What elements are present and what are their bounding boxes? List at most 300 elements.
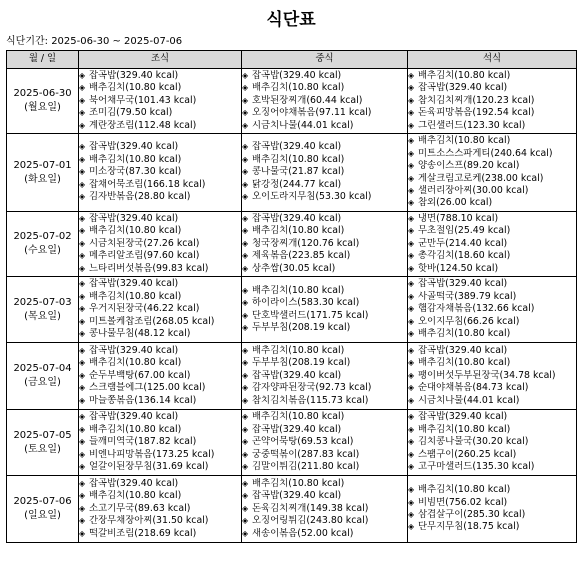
diamond-bullet-icon: ◈ xyxy=(408,412,415,422)
dish-item xyxy=(242,107,407,119)
dish-item xyxy=(242,528,407,540)
diamond-bullet-icon: ◈ xyxy=(79,108,86,118)
diamond-bullet-icon: ◈ xyxy=(408,213,415,223)
dish-item xyxy=(242,70,407,82)
date-label: 2025-07-05 xyxy=(13,429,72,441)
dish-name: 냉면(788.10 kcal) xyxy=(418,212,499,224)
dish-item xyxy=(408,107,576,119)
day-row xyxy=(7,343,577,410)
dish-item xyxy=(79,291,241,303)
dish-name: 그린샐러드(123.30 kcal) xyxy=(418,119,526,131)
diamond-bullet-icon: ◈ xyxy=(408,108,415,118)
dinner-cell xyxy=(408,476,577,543)
dish-name: 고구마샐러드(135.30 kcal) xyxy=(418,461,535,473)
diamond-bullet-icon: ◈ xyxy=(242,358,249,368)
diamond-bullet-icon: ◈ xyxy=(79,412,86,422)
dish-name: 배추김치(10.80 kcal) xyxy=(252,344,345,356)
diamond-bullet-icon: ◈ xyxy=(408,198,415,208)
dish-name: 잡곡밥(329.40 kcal) xyxy=(252,490,342,502)
dish-item xyxy=(408,395,576,407)
diamond-bullet-icon: ◈ xyxy=(242,179,249,189)
dish-name: 김말이튀김(211.80 kcal) xyxy=(252,461,360,473)
dish-name: 비빔면(756.02 kcal) xyxy=(418,496,508,508)
breakfast-cell xyxy=(79,134,242,212)
dish-item xyxy=(79,316,241,328)
dish-item xyxy=(79,449,241,461)
dish-name: 스팸구이(260.25 kcal) xyxy=(418,448,517,460)
dish-name: 배추김치(10.80 kcal) xyxy=(89,423,182,435)
dish-item xyxy=(79,179,241,191)
dish-item xyxy=(242,424,407,436)
diamond-bullet-icon: ◈ xyxy=(79,279,86,289)
dish-name: 배추김치(10.80 kcal) xyxy=(252,477,345,489)
dish-item xyxy=(242,285,407,297)
date-cell xyxy=(7,69,79,134)
dish-item xyxy=(408,461,576,473)
dish-item xyxy=(79,345,241,357)
diamond-bullet-icon: ◈ xyxy=(408,424,415,434)
dish-item xyxy=(408,449,576,461)
dish-item xyxy=(408,263,576,275)
diamond-bullet-icon: ◈ xyxy=(242,83,249,93)
dish-item xyxy=(79,303,241,315)
diamond-bullet-icon: ◈ xyxy=(408,136,415,146)
dish-item xyxy=(242,154,407,166)
meal-table xyxy=(6,50,577,543)
date-label: 2025-07-04 xyxy=(13,363,72,374)
diamond-bullet-icon: ◈ xyxy=(79,120,86,130)
diamond-bullet-icon: ◈ xyxy=(242,167,249,177)
dish-item xyxy=(79,382,241,394)
dish-name: 콩나물국(21.87 kcal) xyxy=(252,166,345,178)
dish-name: 순두부백탕(67.00 kcal) xyxy=(89,369,191,381)
diamond-bullet-icon: ◈ xyxy=(242,345,249,355)
dinner-cell xyxy=(408,212,577,277)
diamond-bullet-icon: ◈ xyxy=(242,192,249,202)
dish-name: 계란장조림(112.48 kcal) xyxy=(89,119,197,131)
diamond-bullet-icon: ◈ xyxy=(79,329,86,339)
dish-name: 하이라이스(583.30 kcal) xyxy=(252,297,360,309)
diamond-bullet-icon: ◈ xyxy=(408,226,415,236)
diamond-bullet-icon: ◈ xyxy=(79,291,86,301)
diamond-bullet-icon: ◈ xyxy=(242,516,249,526)
dish-name: 샐러리장아찌(30.00 kcal) xyxy=(418,184,529,196)
date-cell xyxy=(7,410,79,476)
diamond-bullet-icon: ◈ xyxy=(79,263,86,273)
dish-name: 총각김치(18.60 kcal) xyxy=(418,250,511,262)
dish-item xyxy=(79,250,241,262)
dish-item xyxy=(79,436,241,448)
dish-item xyxy=(408,160,576,172)
dish-name: 북어채무국(101.43 kcal) xyxy=(89,94,197,106)
dish-name: 시금치나물(44.01 kcal) xyxy=(252,119,354,131)
diamond-bullet-icon: ◈ xyxy=(79,304,86,314)
diamond-bullet-icon: ◈ xyxy=(79,383,86,393)
diamond-bullet-icon: ◈ xyxy=(79,358,86,368)
diamond-bullet-icon: ◈ xyxy=(408,95,415,105)
diamond-bullet-icon: ◈ xyxy=(242,108,249,118)
breakfast-cell xyxy=(79,343,242,410)
lunch-cell xyxy=(242,134,408,212)
dish-item xyxy=(79,357,241,369)
dish-name: 얼갈이된장무침(31.69 kcal) xyxy=(89,461,209,473)
dish-item xyxy=(242,490,407,502)
dish-name: 단호박샐러드(171.75 kcal) xyxy=(252,309,369,321)
diamond-bullet-icon: ◈ xyxy=(242,226,249,236)
dish-name: 소고기무국(89.63 kcal) xyxy=(89,502,191,514)
dish-item xyxy=(79,141,241,153)
dish-name: 콩나물무침(48.12 kcal) xyxy=(89,328,191,340)
dish-item xyxy=(242,238,407,250)
dish-name: 배추김치(10.80 kcal) xyxy=(252,225,345,237)
dish-name: 배추김치(10.80 kcal) xyxy=(418,328,511,340)
dish-item xyxy=(242,395,407,407)
dish-name: 잡곡밥(329.40 kcal) xyxy=(89,278,179,290)
dish-item xyxy=(79,411,241,423)
dish-name: 핫바(124.50 kcal) xyxy=(418,262,499,274)
diamond-bullet-icon: ◈ xyxy=(408,370,415,380)
dish-name: 곤약어묵탕(69.53 kcal) xyxy=(252,436,354,448)
dish-item xyxy=(408,278,576,290)
diamond-bullet-icon: ◈ xyxy=(408,497,415,507)
dish-name: 팽이버섯두부된장국(34.78 kcal) xyxy=(418,369,556,381)
diamond-bullet-icon: ◈ xyxy=(242,322,249,332)
diamond-bullet-icon: ◈ xyxy=(408,304,415,314)
dish-item xyxy=(242,478,407,490)
dish-name: 잡곡밥(329.40 kcal) xyxy=(418,278,508,290)
weekday-label: (월요일) xyxy=(24,102,61,113)
weekday-label: (일요일) xyxy=(24,510,61,521)
dish-item xyxy=(242,250,407,262)
dish-item xyxy=(79,191,241,203)
dish-name: 김치콩나물국(30.20 kcal) xyxy=(418,436,529,448)
day-row xyxy=(7,476,577,543)
date-cell xyxy=(7,277,79,343)
dish-item xyxy=(79,238,241,250)
dish-item xyxy=(408,120,576,132)
dish-item xyxy=(408,497,576,509)
diamond-bullet-icon: ◈ xyxy=(79,179,86,189)
dish-name: 참외(26.00 kcal) xyxy=(418,197,493,209)
dish-name: 스크램블에그(125.00 kcal) xyxy=(89,382,206,394)
dish-name: 궁중떡볶이(287.83 kcal) xyxy=(252,448,360,460)
dish-item xyxy=(242,449,407,461)
dish-name: 배추김치(10.80 kcal) xyxy=(418,423,511,435)
dish-item xyxy=(242,310,407,322)
dish-name: 잡곡밥(329.40 kcal) xyxy=(89,477,179,489)
dish-name: 청국장찌개(120.76 kcal) xyxy=(252,237,360,249)
dish-name: 미트볼케찹조림(268.05 kcal) xyxy=(89,315,215,327)
diamond-bullet-icon: ◈ xyxy=(242,437,249,447)
dish-item xyxy=(242,503,407,515)
dish-name: 배추김치(10.80 kcal) xyxy=(89,153,182,165)
lunch-cell xyxy=(242,410,408,476)
dish-item xyxy=(408,316,576,328)
diamond-bullet-icon: ◈ xyxy=(408,510,415,519)
diamond-bullet-icon: ◈ xyxy=(408,161,415,171)
diamond-bullet-icon: ◈ xyxy=(242,395,249,405)
dish-name: 배추김치(10.80 kcal) xyxy=(89,490,182,502)
date-label: 2025-07-03 xyxy=(13,296,72,308)
dish-item xyxy=(79,166,241,178)
date-cell xyxy=(7,212,79,277)
breakfast-cell xyxy=(79,277,242,343)
dish-item xyxy=(242,357,407,369)
weekday-label: (수요일) xyxy=(24,245,61,256)
diamond-bullet-icon: ◈ xyxy=(408,449,415,459)
diamond-bullet-icon: ◈ xyxy=(408,316,415,326)
lunch-cell xyxy=(242,277,408,343)
dish-item xyxy=(408,436,576,448)
dish-name: 우거지된장국(46.22 kcal) xyxy=(89,303,200,315)
dish-name: 돈육피망볶음(192.54 kcal) xyxy=(418,107,535,119)
diamond-bullet-icon: ◈ xyxy=(79,503,86,513)
diamond-bullet-icon: ◈ xyxy=(408,83,415,93)
dish-name: 오징어야채볶음(97.11 kcal) xyxy=(252,107,372,119)
dish-item xyxy=(79,370,241,382)
dish-name: 단무지무침(18.75 kcal) xyxy=(418,521,520,533)
weekday-label: (화요일) xyxy=(24,173,61,185)
breakfast-cell xyxy=(79,212,242,277)
dish-item xyxy=(408,303,576,315)
day-row xyxy=(7,69,577,134)
dish-name: 잡곡밥(329.40 kcal) xyxy=(252,369,342,381)
dish-name: 햄감자채볶음(132.66 kcal) xyxy=(418,303,535,315)
dinner-cell xyxy=(408,343,577,410)
diamond-bullet-icon: ◈ xyxy=(242,213,249,223)
weekday-label: (목요일) xyxy=(24,310,61,322)
lunch-cell xyxy=(242,212,408,277)
dish-item xyxy=(79,82,241,94)
day-row xyxy=(7,277,577,343)
meal-period: 식단기간: 2025-06-30 ~ 2025-07-06 xyxy=(6,36,183,47)
dish-name: 배추김치(10.80 kcal) xyxy=(418,357,511,369)
lunch-cell xyxy=(242,69,408,134)
dish-item xyxy=(79,490,241,502)
dish-item xyxy=(79,120,241,132)
dish-item xyxy=(408,291,576,303)
diamond-bullet-icon: ◈ xyxy=(242,370,249,380)
diamond-bullet-icon: ◈ xyxy=(242,412,249,422)
date-cell xyxy=(7,134,79,212)
day-row xyxy=(7,134,577,212)
dish-item xyxy=(242,213,407,225)
dish-item xyxy=(242,382,407,394)
dish-item xyxy=(242,179,407,191)
dish-item xyxy=(242,225,407,237)
dish-item xyxy=(242,263,407,275)
diamond-bullet-icon: ◈ xyxy=(242,70,249,80)
diamond-bullet-icon: ◈ xyxy=(242,142,249,152)
dish-item xyxy=(408,95,576,107)
dish-name: 잡곡밥(329.40 kcal) xyxy=(89,212,179,224)
diamond-bullet-icon: ◈ xyxy=(242,462,249,472)
header-row xyxy=(7,51,577,69)
diamond-bullet-icon: ◈ xyxy=(79,516,86,526)
dish-name: 떡갈비조림(218.69 kcal) xyxy=(89,527,197,539)
diamond-bullet-icon: ◈ xyxy=(242,528,249,538)
dish-item xyxy=(408,250,576,262)
diamond-bullet-icon: ◈ xyxy=(408,358,415,368)
dish-item xyxy=(408,82,576,94)
diamond-bullet-icon: ◈ xyxy=(79,83,86,93)
dish-item xyxy=(408,345,576,357)
dish-name: 참치김치볶음(115.73 kcal) xyxy=(252,394,369,406)
dish-item xyxy=(408,135,576,147)
diamond-bullet-icon: ◈ xyxy=(242,424,249,434)
dish-name: 잡곡밥(329.40 kcal) xyxy=(418,411,508,423)
diamond-bullet-icon: ◈ xyxy=(408,462,415,472)
diamond-bullet-icon: ◈ xyxy=(79,491,86,501)
page-title: 식단표 xyxy=(266,10,316,30)
date-cell xyxy=(7,476,79,543)
dish-name: 군만두(214.40 kcal) xyxy=(418,237,508,249)
dish-item xyxy=(408,357,576,369)
dish-name: 시금치나물(44.01 kcal) xyxy=(418,394,520,406)
dish-item xyxy=(79,154,241,166)
dish-item xyxy=(79,225,241,237)
diamond-bullet-icon: ◈ xyxy=(79,316,86,326)
dish-item xyxy=(242,436,407,448)
diamond-bullet-icon: ◈ xyxy=(79,424,86,434)
dish-item xyxy=(79,263,241,275)
dish-item xyxy=(408,328,576,340)
diamond-bullet-icon: ◈ xyxy=(79,142,86,152)
dinner-cell xyxy=(408,134,577,212)
dish-name: 배추김치(10.80 kcal) xyxy=(252,153,345,165)
diamond-bullet-icon: ◈ xyxy=(242,478,249,488)
dish-name: 잡곡밥(329.40 kcal) xyxy=(418,344,508,356)
diamond-bullet-icon: ◈ xyxy=(242,251,249,261)
dish-name: 잡곡밥(329.40 kcal) xyxy=(89,69,179,81)
dish-name: 잡곡밥(329.40 kcal) xyxy=(252,423,342,435)
diamond-bullet-icon: ◈ xyxy=(79,226,86,236)
dish-item xyxy=(79,278,241,290)
dish-name: 들깨미역국(187.82 kcal) xyxy=(89,436,197,448)
dish-name: 사골떡국(389.79 kcal) xyxy=(418,290,517,302)
lunch-cell xyxy=(242,343,408,410)
dish-name: 호박된장찌개(60.44 kcal) xyxy=(252,94,363,106)
dish-name: 닭강정(244.77 kcal) xyxy=(252,178,342,190)
dish-name: 메추리알조림(97.60 kcal) xyxy=(89,250,200,262)
dish-name: 상추쌈(30.05 kcal) xyxy=(252,262,336,274)
diamond-bullet-icon: ◈ xyxy=(408,395,415,405)
diamond-bullet-icon: ◈ xyxy=(408,291,415,301)
dish-item xyxy=(408,173,576,185)
dish-item xyxy=(79,478,241,490)
diamond-bullet-icon: ◈ xyxy=(79,462,86,472)
dinner-cell xyxy=(408,277,577,343)
day-row xyxy=(7,410,577,476)
diamond-bullet-icon: ◈ xyxy=(408,251,415,261)
diamond-bullet-icon: ◈ xyxy=(79,213,86,223)
dinner-cell xyxy=(408,69,577,134)
dish-name: 무초절임(25.49 kcal) xyxy=(418,225,511,237)
date-cell xyxy=(7,343,79,410)
dish-item xyxy=(79,328,241,340)
dish-item xyxy=(408,70,576,82)
dish-name: 김자반볶음(28.80 kcal) xyxy=(89,191,191,203)
lunch-cell xyxy=(242,476,408,543)
diamond-bullet-icon: ◈ xyxy=(242,120,249,130)
diamond-bullet-icon: ◈ xyxy=(242,503,249,513)
day-row xyxy=(7,212,577,277)
dish-item xyxy=(408,213,576,225)
dish-item xyxy=(242,120,407,132)
dish-name: 잡곡밥(329.40 kcal) xyxy=(252,212,342,224)
dish-item xyxy=(242,345,407,357)
dish-name: 두부부침(208.19 kcal) xyxy=(252,357,351,369)
diamond-bullet-icon: ◈ xyxy=(408,437,415,447)
dish-name: 오징어링튀김(243.80 kcal) xyxy=(252,515,369,527)
diamond-bullet-icon: ◈ xyxy=(79,154,86,164)
dish-item xyxy=(79,424,241,436)
dish-name: 잡곡밥(329.40 kcal) xyxy=(418,82,508,94)
date-label: 2025-07-01 xyxy=(13,159,72,171)
dish-name: 양송이스프(89.20 kcal) xyxy=(418,160,520,172)
dish-name: 조미김(79.50 kcal) xyxy=(89,107,173,119)
dish-name: 배추김치(10.80 kcal) xyxy=(418,69,511,81)
dish-name: 잡곡밥(329.40 kcal) xyxy=(89,141,179,153)
diamond-bullet-icon: ◈ xyxy=(242,298,249,308)
diamond-bullet-icon: ◈ xyxy=(408,522,415,532)
diamond-bullet-icon: ◈ xyxy=(408,185,415,195)
diamond-bullet-icon: ◈ xyxy=(242,154,249,164)
diamond-bullet-icon: ◈ xyxy=(79,345,86,355)
diamond-bullet-icon: ◈ xyxy=(79,238,86,248)
dish-name: 배추김치(10.80 kcal) xyxy=(89,82,182,94)
dish-name: 두부부침(208.19 kcal) xyxy=(252,321,351,333)
dish-name: 미소장국(87.30 kcal) xyxy=(89,166,182,178)
dish-name: 삼겹살구이(285.30 kcal) xyxy=(418,509,526,520)
diamond-bullet-icon: ◈ xyxy=(79,395,86,405)
dish-name: 잡곡밥(329.40 kcal) xyxy=(252,141,342,153)
diamond-bullet-icon: ◈ xyxy=(408,383,415,393)
dish-item xyxy=(242,370,407,382)
diamond-bullet-icon: ◈ xyxy=(79,192,86,202)
diamond-bullet-icon: ◈ xyxy=(79,95,86,105)
breakfast-cell xyxy=(79,410,242,476)
dish-name: 배추김치(10.80 kcal) xyxy=(89,357,182,369)
breakfast-cell xyxy=(79,476,242,543)
diamond-bullet-icon: ◈ xyxy=(242,383,249,393)
diamond-bullet-icon: ◈ xyxy=(79,437,86,447)
dish-name: 배추김치(10.80 kcal) xyxy=(252,411,345,423)
diamond-bullet-icon: ◈ xyxy=(79,167,86,177)
diamond-bullet-icon: ◈ xyxy=(242,238,249,248)
diamond-bullet-icon: ◈ xyxy=(79,478,86,488)
dish-name: 느타리버섯볶음(99.83 kcal) xyxy=(89,262,209,274)
diamond-bullet-icon: ◈ xyxy=(242,310,249,320)
dish-item xyxy=(242,141,407,153)
column-header-dinner: 석식 xyxy=(408,51,577,69)
diamond-bullet-icon: ◈ xyxy=(408,485,415,495)
date-label: 2025-07-06 xyxy=(13,496,72,507)
diamond-bullet-icon: ◈ xyxy=(408,238,415,248)
dish-name: 시금치된장국(27.26 kcal) xyxy=(89,237,200,249)
dish-name: 새송이볶음(52.00 kcal) xyxy=(252,527,354,539)
dish-item xyxy=(242,297,407,309)
dish-name: 감자양파된장국(92.73 kcal) xyxy=(252,382,372,394)
dish-item xyxy=(242,461,407,473)
dish-item xyxy=(242,82,407,94)
diamond-bullet-icon: ◈ xyxy=(408,173,415,183)
date-label: 2025-07-02 xyxy=(13,231,72,242)
dish-item xyxy=(79,461,241,473)
dish-item xyxy=(79,503,241,515)
diamond-bullet-icon: ◈ xyxy=(242,449,249,459)
dish-item xyxy=(79,515,241,527)
